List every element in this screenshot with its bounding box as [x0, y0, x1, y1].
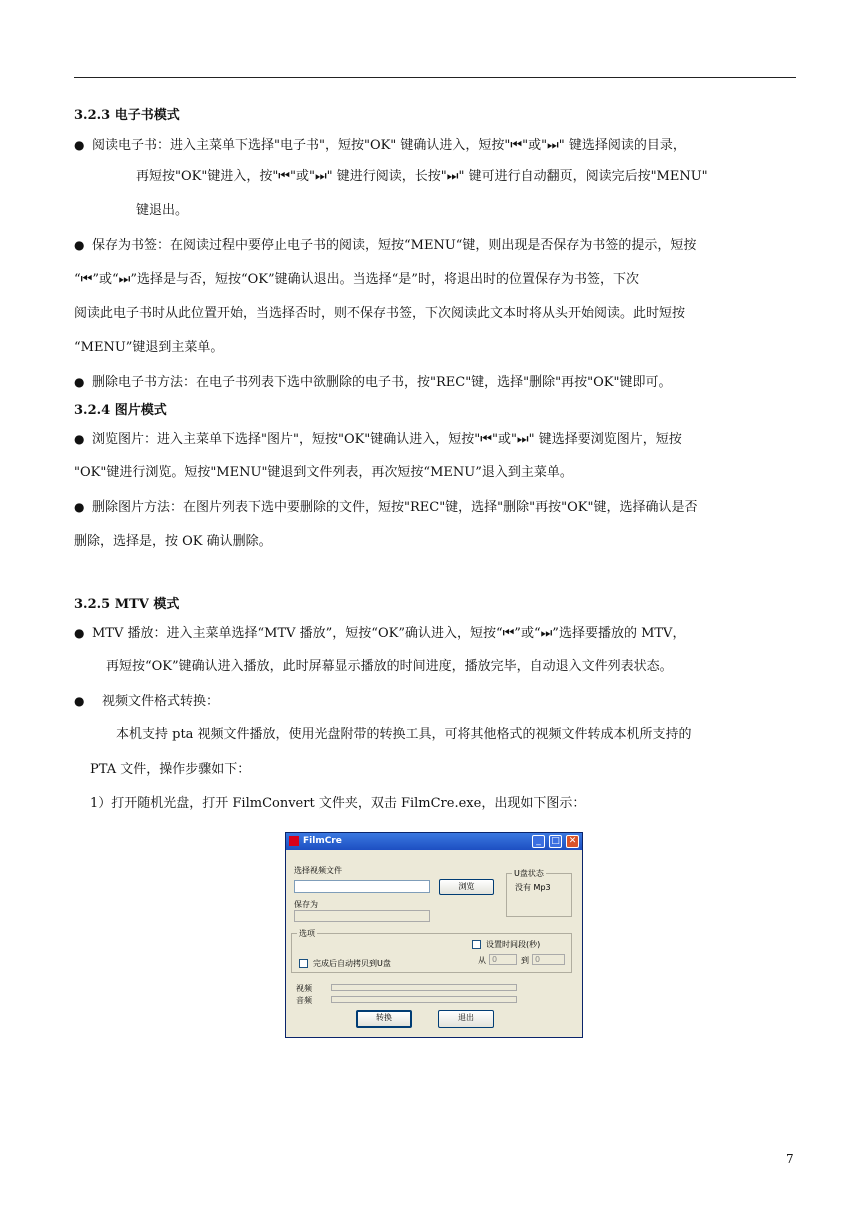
bullet-icon: ● [74, 432, 85, 446]
section-heading-324: 3.2.4 图片模式 [74, 403, 167, 418]
autocopy-checkbox[interactable] [299, 959, 308, 968]
browse-line-2: "OK"键进行浏览。短按"MENU"键退到文件列表，再次短按“MENU”退入到主菜单。 [74, 465, 573, 480]
mtv-play-line-2: 再短按“OK”键确认进入播放，此时屏幕显示播放的时间进度，播放完毕，自动退入文件列表状态。 [106, 659, 673, 674]
bullet-icon: ● [74, 626, 85, 640]
dialog-titlebar[interactable] [286, 833, 582, 850]
browse-button[interactable]: 浏览 [439, 879, 494, 895]
filmcre-dialog [285, 832, 583, 1038]
from-label: 从 [478, 956, 486, 965]
delete-ebook-line: ● 删除电子书方法：在电子书列表下选中欲删除的电子书，按"REC"键，选择"删除"再按"OK"键即可。 [74, 375, 672, 390]
video-progress-bar [331, 984, 517, 991]
select-video-input[interactable] [294, 880, 430, 893]
bullet-icon: ● [74, 238, 85, 252]
section-heading-323: 3.2.3 电子书模式 [74, 108, 180, 123]
close-button[interactable]: ✕ [566, 835, 579, 848]
delete-picture-line-2: 删除，选择是，按 OK 确认删除。 [74, 534, 272, 549]
udisk-status-text: 没有 Mp3 [515, 883, 551, 892]
bookmark-line-2: “⏮”或“⏭”选择是与否，短按“OK”键确认退出。当选择“是”时，将退出时的位置保存为书签，下次 [74, 272, 639, 287]
audio-progress-bar [331, 996, 517, 1003]
bookmark-line-4: “MENU”键退到主菜单。 [74, 340, 224, 355]
mtv-play-line-1: ● MTV 播放：进入主菜单选择“MTV 播放”，短按“OK”确认进入，短按“⏮”或“⏭”选择要播放的 MTV， [74, 626, 686, 641]
app-icon [289, 836, 299, 846]
convert-title-line: ● 视频文件格式转换： [74, 694, 220, 709]
maximize-button[interactable]: □ [549, 835, 562, 848]
delete-picture-line-1: ● 删除图片方法：在图片列表下选中要删除的文件，短按"REC"键，选择"删除"再按"OK"键，选择确认是否 [74, 500, 698, 515]
audio-label: 音频 [296, 996, 312, 1005]
to-input[interactable]: 0 [532, 954, 565, 965]
bullet-icon: ● [74, 694, 85, 708]
save-as-field [294, 910, 430, 922]
header-rule [74, 77, 796, 78]
convert-desc-line-1: 本机支持 pta 视频文件播放，使用光盘附带的转换工具，可将其他格式的视频文件转成本机所支持的 [116, 727, 692, 742]
convert-desc-line-2: PTA 文件，操作步骤如下： [90, 762, 251, 777]
bullet-icon: ● [74, 375, 85, 389]
to-label: 到 [521, 956, 529, 965]
save-as-label: 保存为 [294, 900, 318, 909]
select-video-label: 选择视频文件 [294, 866, 342, 875]
convert-button[interactable]: 转换 [356, 1010, 412, 1028]
udisk-status-title: U盘状态 [514, 869, 544, 878]
options-title: 选项 [299, 929, 315, 938]
options-group [291, 929, 572, 973]
read-ebook-line-2: 再短按"OK"键进入，按"⏮"或"⏭" 键进行阅读，长按"⏭" 键可进行自动翻页，阅读完后按"MENU" [136, 169, 708, 184]
dialog-title: FilmCre [303, 836, 342, 846]
bookmark-line-1: ● 保存为书签：在阅读过程中要停止电子书的阅读，短按“MENU“键，则出现是否保存为书签的提示，短按 [74, 238, 697, 253]
video-label: 视频 [296, 984, 312, 993]
read-ebook-line-3: 键退出。 [136, 203, 189, 218]
autocopy-label: 完成后自动拷贝到U盘 [313, 959, 391, 968]
time-range-label: 设置时间段(秒) [486, 940, 541, 949]
from-input[interactable]: 0 [489, 954, 517, 965]
minimize-button[interactable]: _ [532, 835, 545, 848]
browse-line-1: ● 浏览图片：进入主菜单下选择"图片"，短按"OK"键确认进入，短按"⏮"或"⏭" 键选择要浏览图片，短按 [74, 432, 682, 447]
step-1-line: 1）打开随机光盘，打开 FilmConvert 文件夹，双击 FilmCre.exe，出现如下图示： [90, 796, 586, 811]
exit-button[interactable]: 退出 [438, 1010, 494, 1028]
read-ebook-line-1: ● 阅读电子书：进入主菜单下选择"电子书"，短按"OK" 键确认进入，短按"⏮"或"⏭" 键选择阅读的目录， [74, 138, 686, 153]
page-number: 7 [786, 1152, 794, 1166]
section-heading-325: 3.2.5 MTV 模式 [74, 597, 180, 612]
bullet-icon: ● [74, 500, 85, 514]
bullet-icon: ● [74, 138, 85, 152]
udisk-status-group [506, 869, 572, 917]
time-range-checkbox[interactable] [472, 940, 481, 949]
bookmark-line-3: 阅读此电子书时从此位置开始，当选择否时，则不保存书签，下次阅读此文本时将从头开始阅读。此时短按 [74, 306, 686, 321]
